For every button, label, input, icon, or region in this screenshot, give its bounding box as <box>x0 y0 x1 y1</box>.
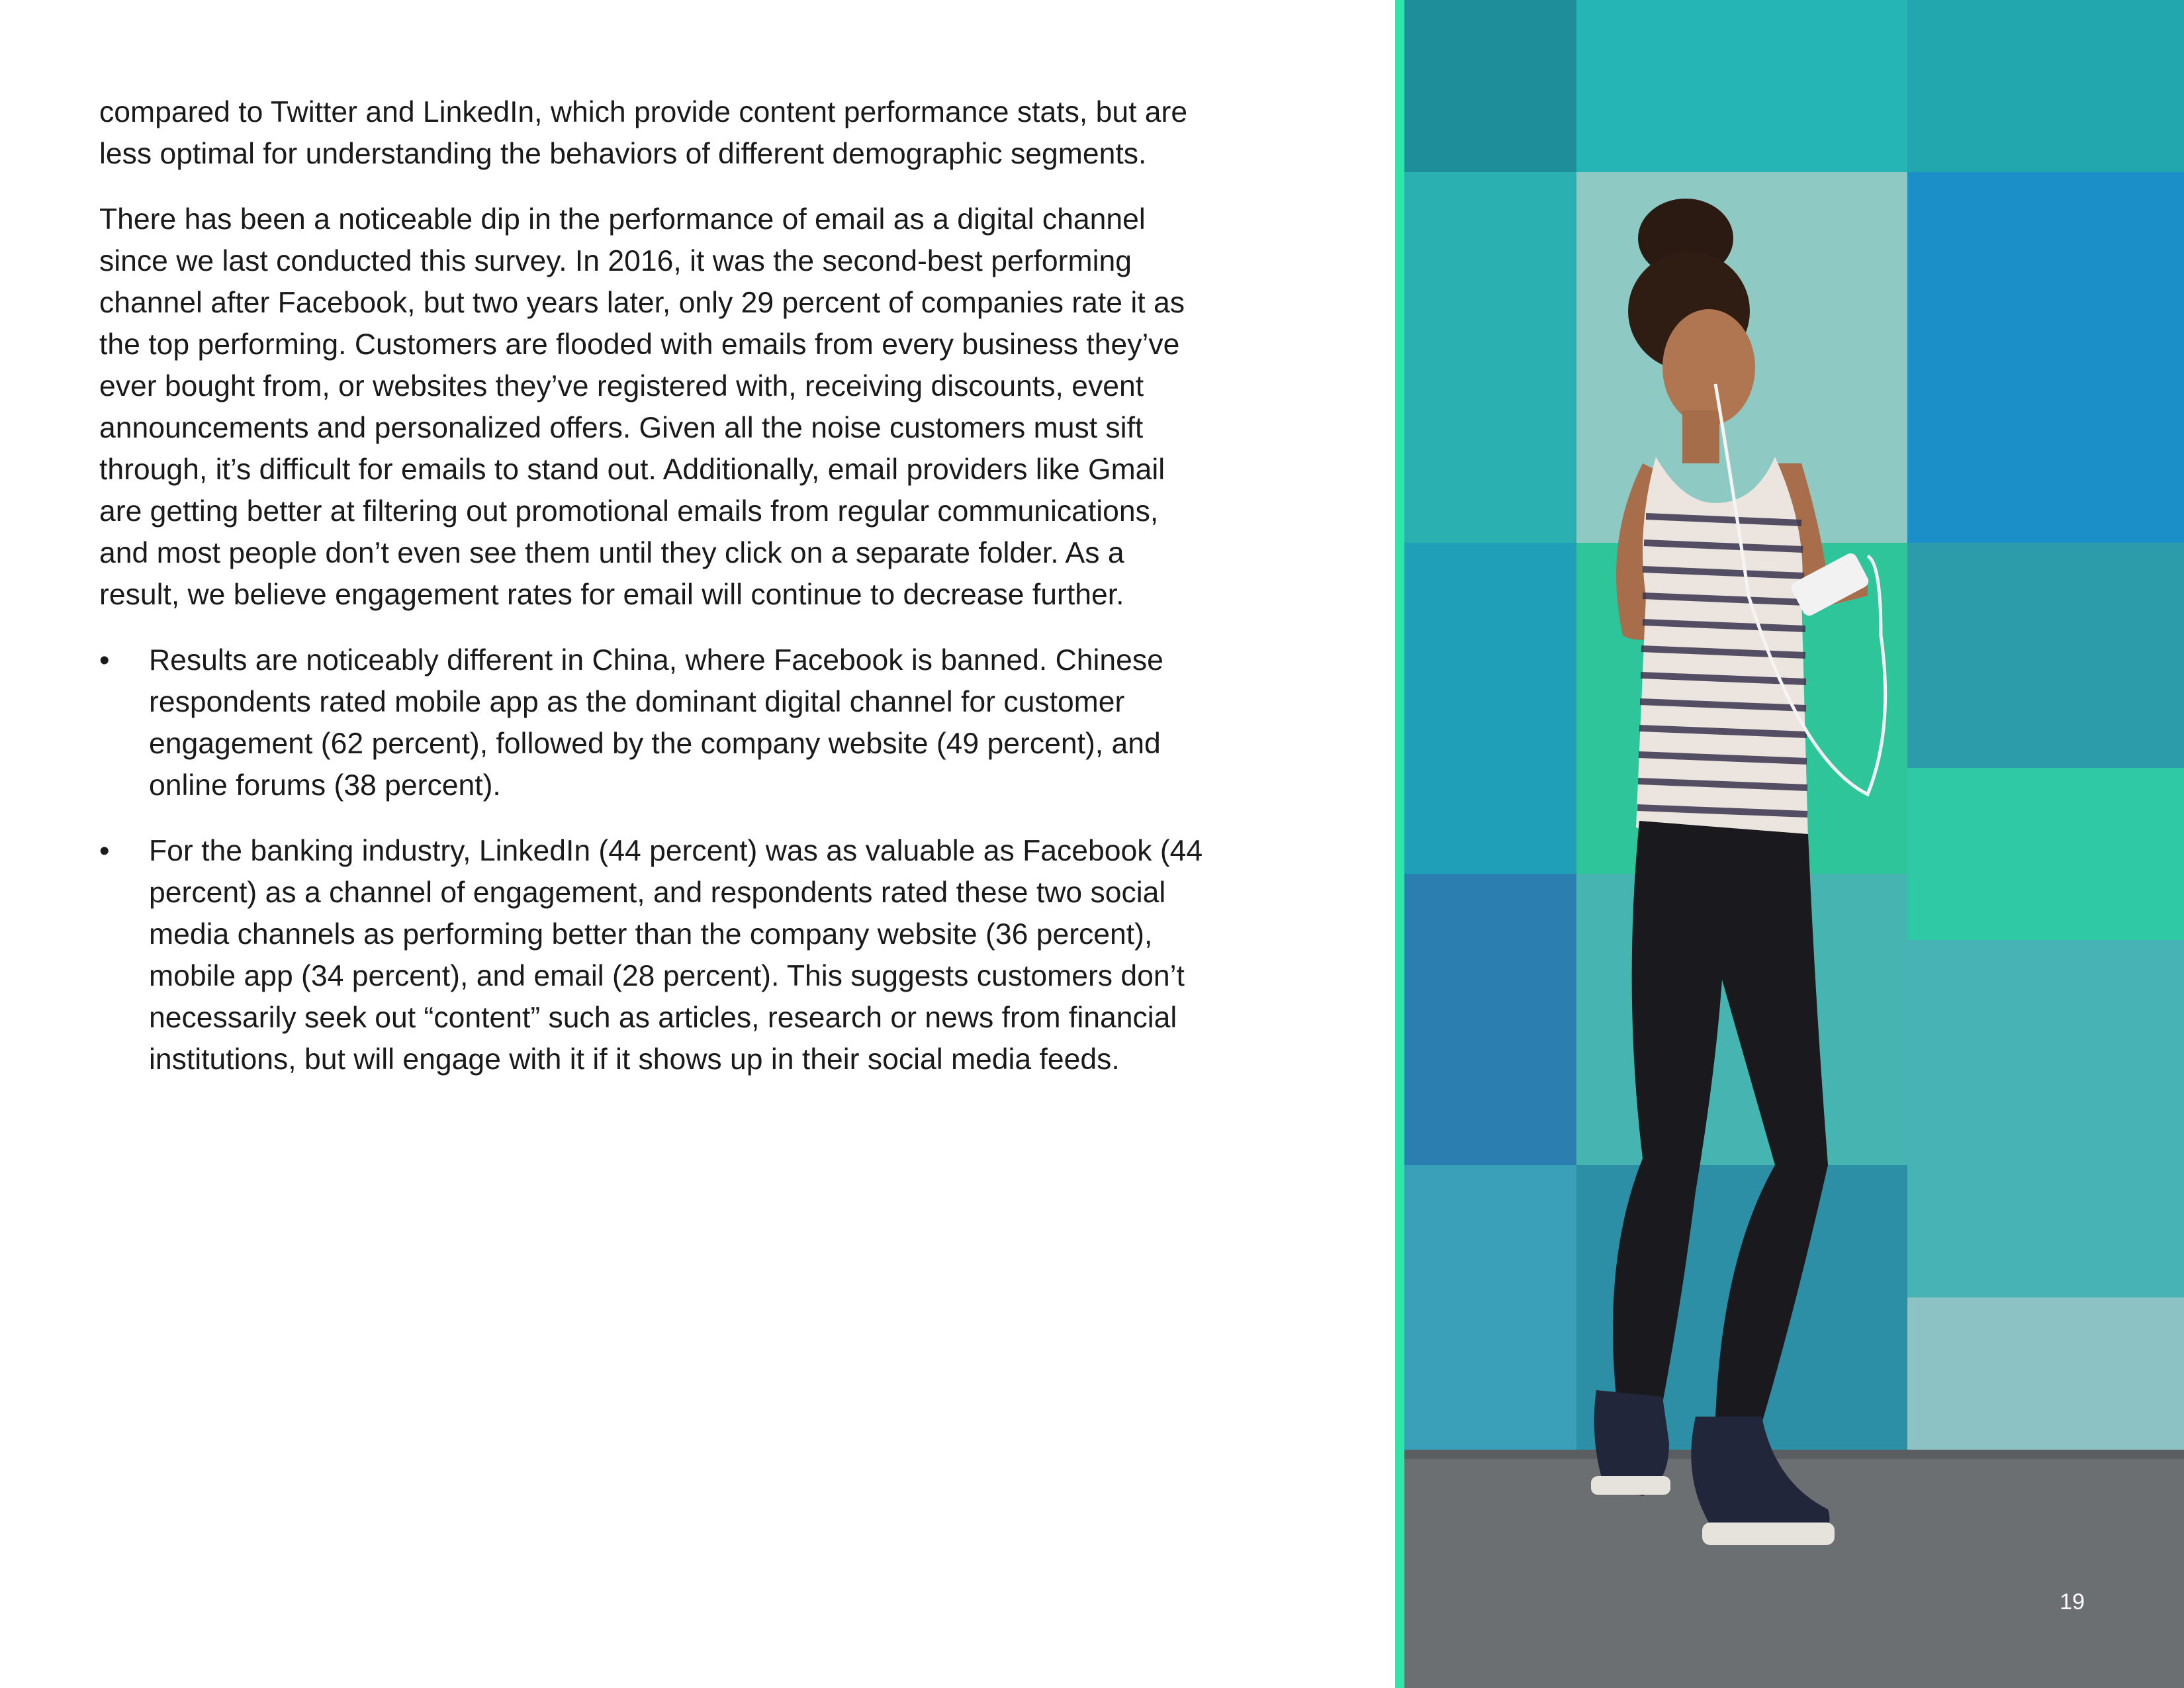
text-column <box>99 91 1211 1104</box>
list-item <box>99 639 1211 806</box>
photo-illustration <box>1404 0 2184 1688</box>
paragraph-email-dip: There has been a noticeable dip in the performance of email as a digital channel since we last conducted this survey. In 2016, it was the second-best performing channel after Facebook, but two years later, only 29 percent of companies rate it as the top performing. Customers are flooded with emails from every business they’ve ever bought from, or websites they’ve registered with, receiving discounts, event announcements and personalized offers. Given all the noise customers must sift through, it’s difficult for emails to stand out. Additionally, email providers like Gmail are getting better at filtering out promotional emails from regular communications, and most people don’t even see them until they click on a separate folder. As a result, we believe engagement rates for email will continue to decrease further. <box>99 203 1185 611</box>
paragraph-intro: compared to Twitter and LinkedIn, which provide content performance stats, but are less optimal for understanding the behaviors of different demographic segments. <box>99 96 1188 170</box>
bullet-list <box>99 639 1211 1080</box>
woman-with-phone-photo <box>1404 0 2184 1688</box>
list-item <box>99 830 1211 1080</box>
bullet-text-banking: For the banking industry, LinkedIn (44 percent) was as valuable as Facebook (44 percent) as a channel of engagement, and respondents rated these two social media channels as performing better than the company website (36 percent), mobile app (34 percent), and email (28 percent). This suggests customers don’t necessarily seek out “content” such as articles, research or news from financial institutions, but will engage with it if it shows up in their social media feeds. <box>149 835 1203 1076</box>
bullet-text-china: Results are noticeably different in China, where Facebook is banned. Chinese respondents rated mobile app as the dominant digital channel for customer engagement (62 percent), followed by the company website (49 percent), and online forums (38 percent). <box>149 644 1163 802</box>
bullet-symbol: • <box>99 644 110 677</box>
bullet-symbol: • <box>99 835 110 867</box>
page-number: 19 <box>2060 1589 2085 1615</box>
accent-bar <box>1395 0 1404 1688</box>
